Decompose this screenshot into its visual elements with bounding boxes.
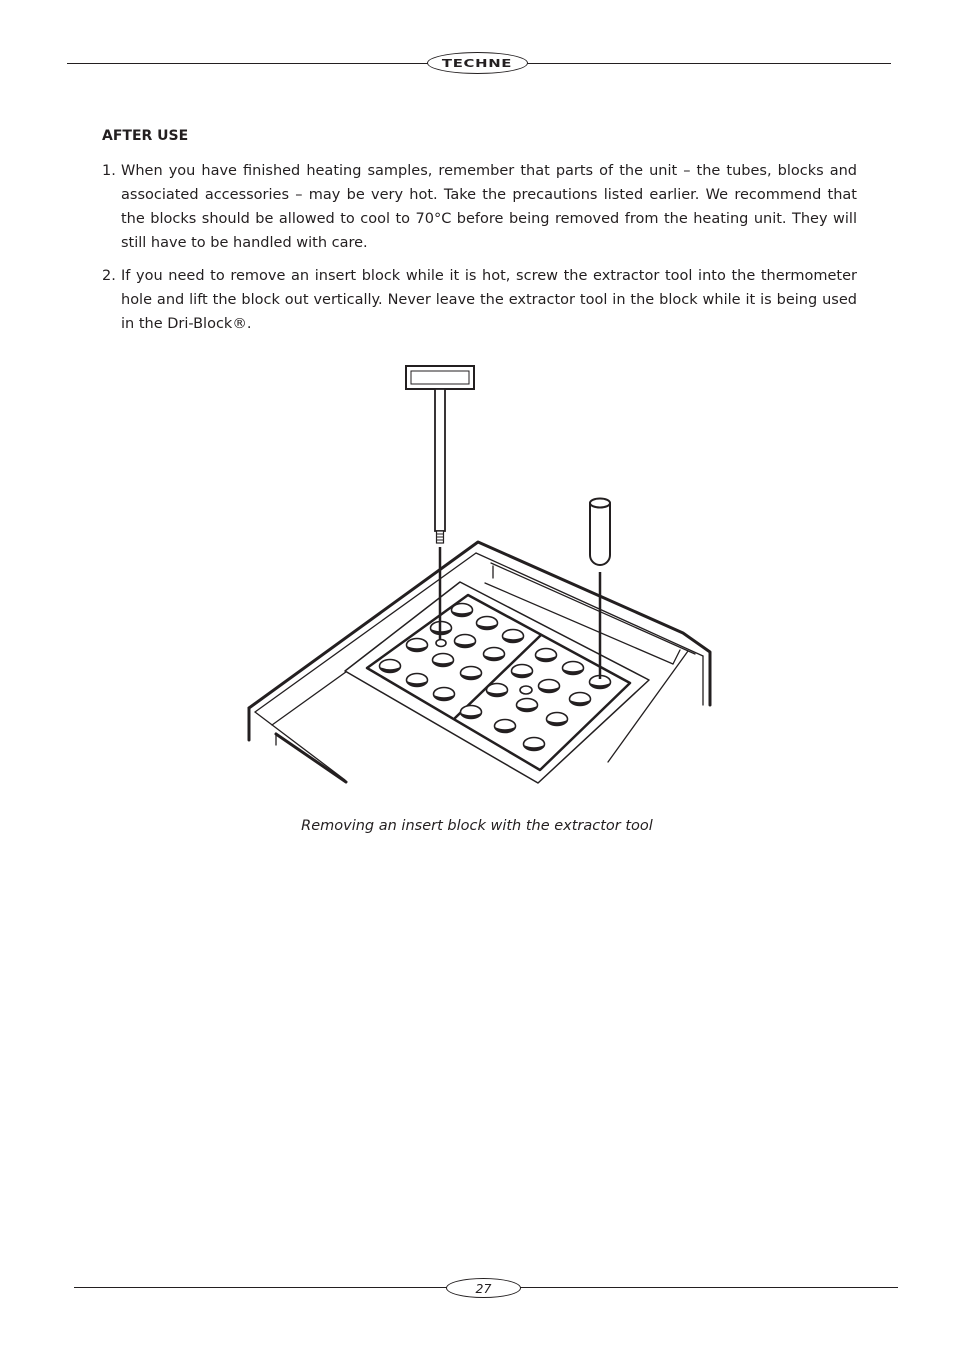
main-content	[102, 126, 857, 345]
page-number-text: 27	[475, 1280, 492, 1296]
logo-text: TECHNE	[442, 56, 513, 70]
front-edge	[276, 734, 346, 782]
list-item-text: If you need to remove an insert block while it is hot, screw the extractor tool into the thermometer hole and lift the block out vertically. Never leave the extractor tool in the block while it is being used in the Dri-Block®.	[121, 268, 857, 332]
list-item	[102, 264, 857, 336]
list-item-text: When you have finished heating samples, remember that parts of the unit – the tubes, blocks and associated accessories – may be very hot. Take the precautions listed earlier. We recommend that the blocks should be allowed to cool to 70°C before being removed from the heating unit. They will still have to be handled with care.	[121, 163, 857, 251]
list-item-number: 2.	[102, 268, 116, 284]
list-item-number: 1.	[102, 163, 116, 179]
header-rule-right	[526, 63, 891, 64]
figure-caption: Removing an insert block with the extractor tool	[301, 818, 653, 834]
section-heading: AFTER USE	[102, 128, 189, 144]
extractor-tool-illustration	[240, 355, 720, 795]
footer-rule-right	[519, 1287, 898, 1288]
header-rule-left	[67, 63, 429, 64]
techne-logo	[427, 52, 528, 74]
page-number	[446, 1278, 521, 1298]
list-item	[102, 159, 857, 255]
footer-rule-left	[74, 1287, 448, 1288]
